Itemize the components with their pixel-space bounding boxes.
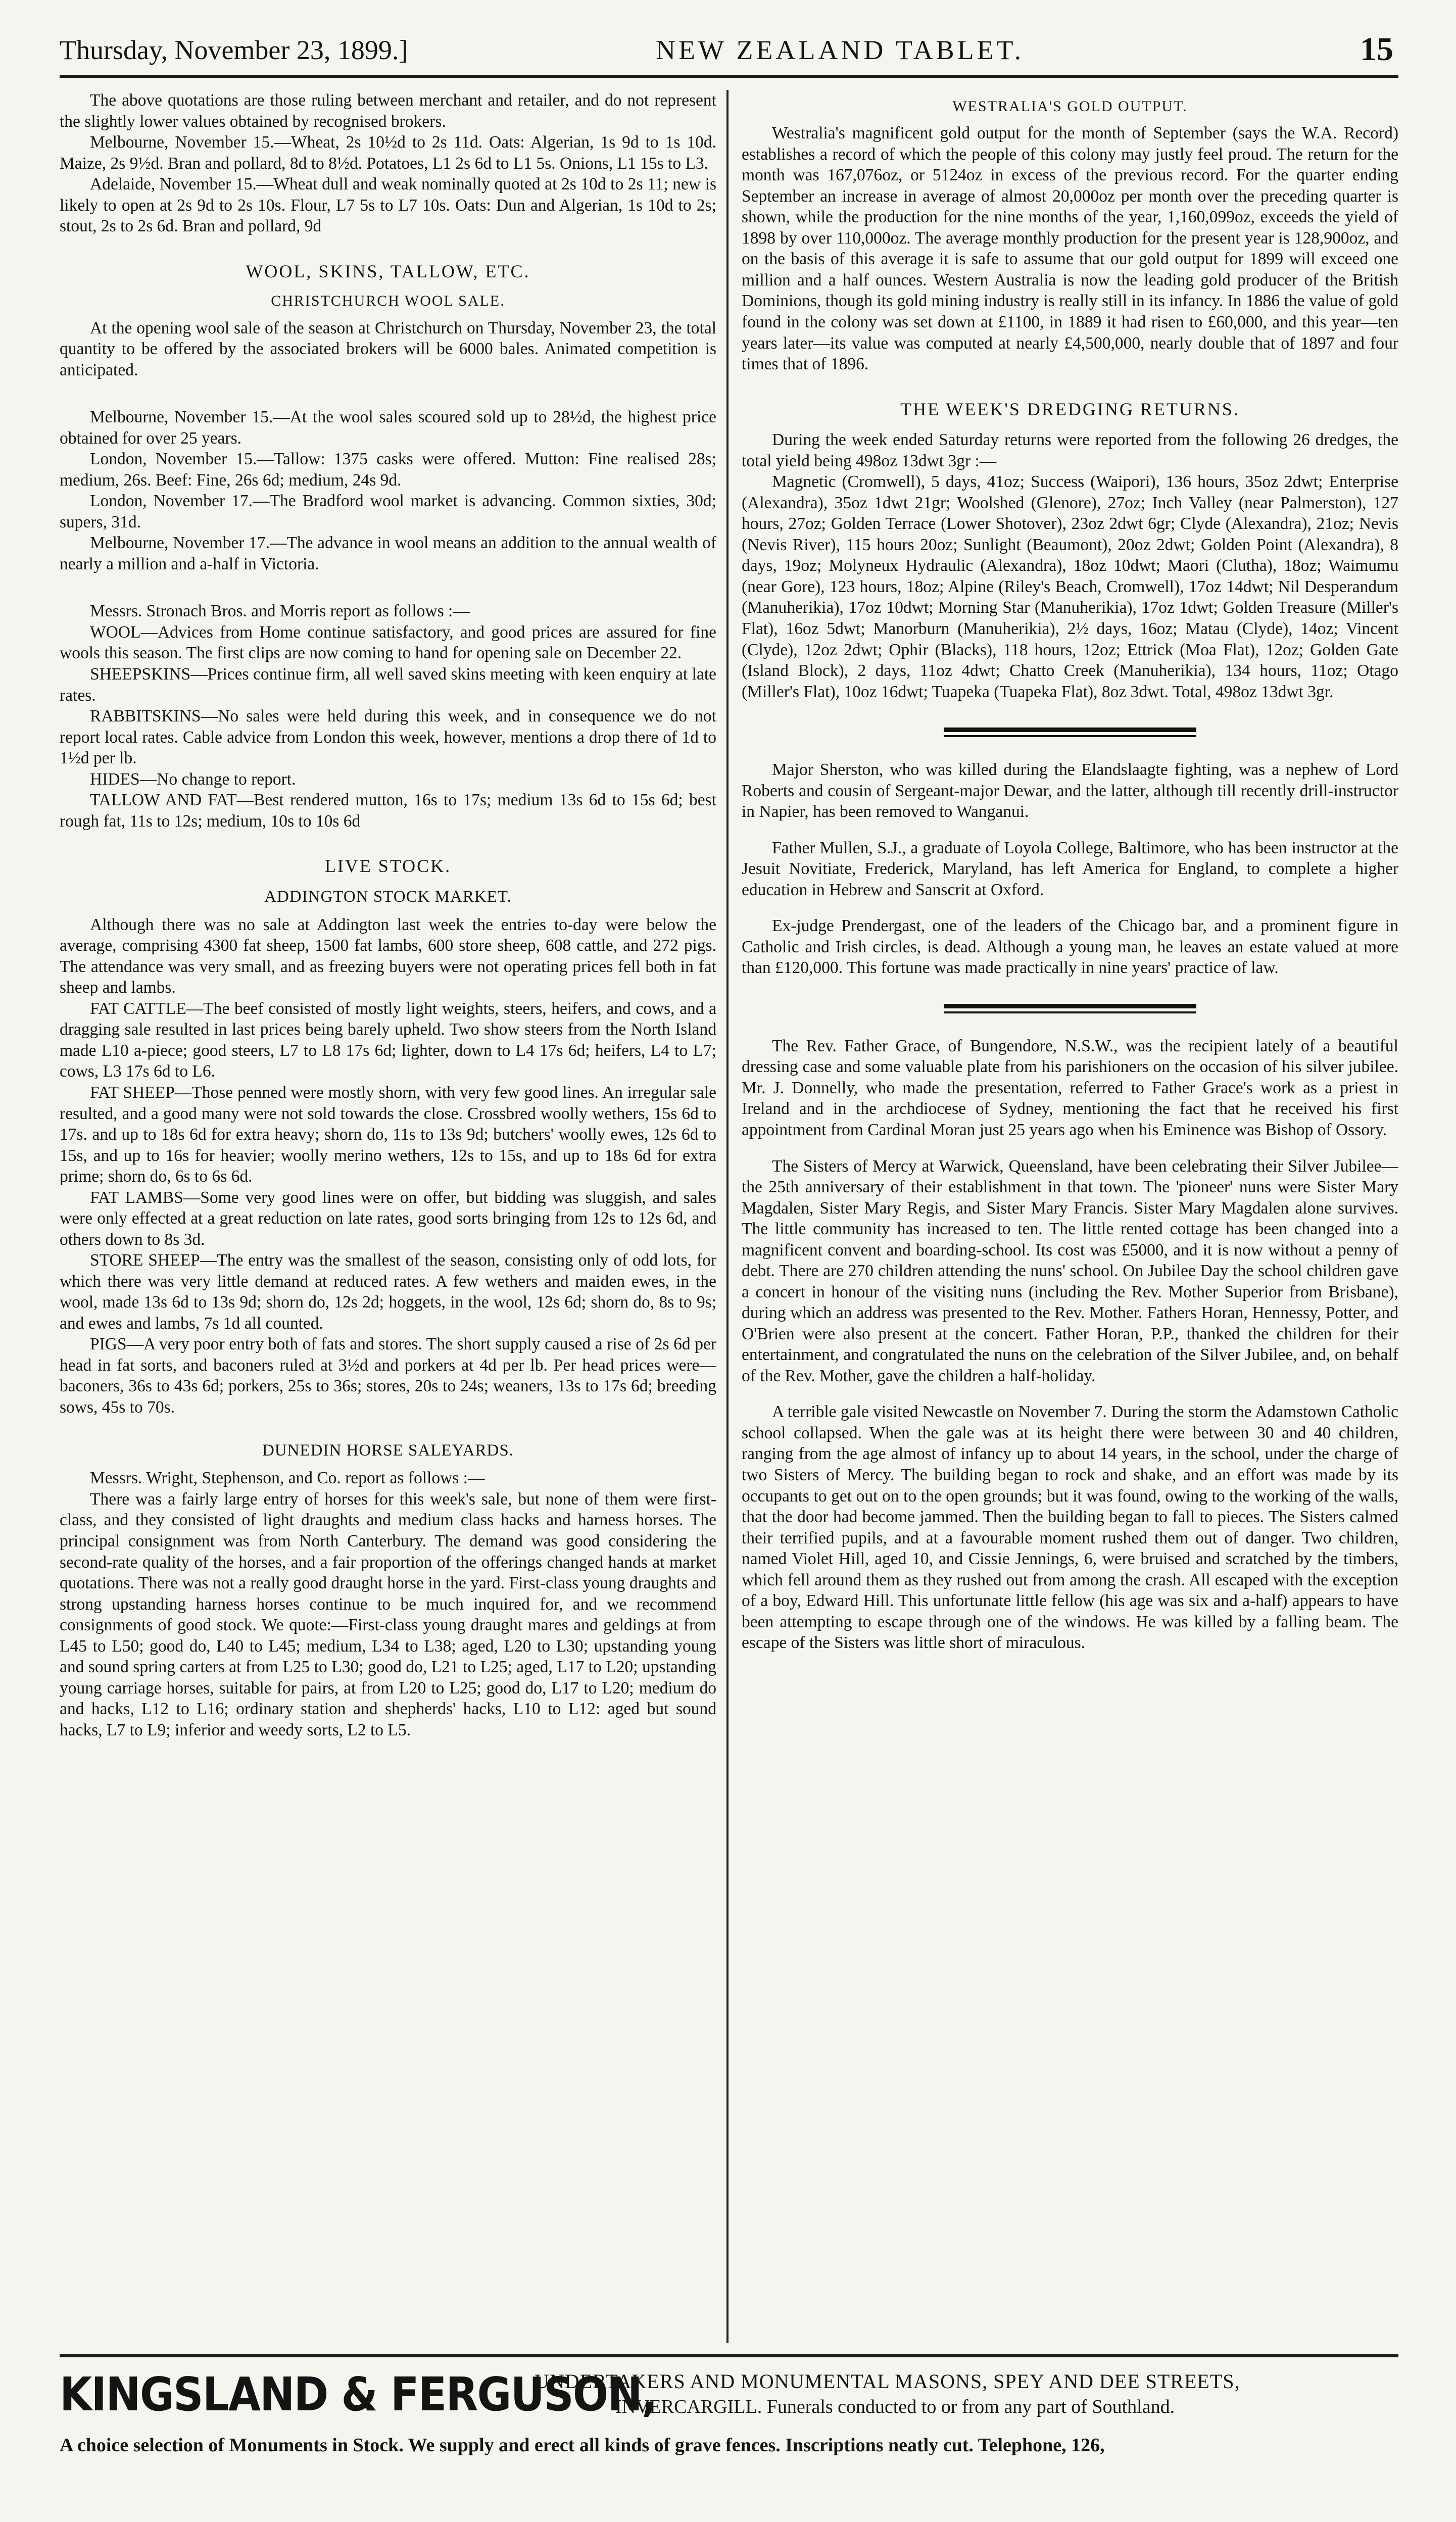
dunedin-paragraph: There was a fairly large entry of horses for this week's sale, but none of them were first-class, and they consisted of light draughts and medium class hacks and harness horses. The principal consignment was from North Canterbury. The demand was good considering the second-rate quality of the horses, and a fair proportion of the offerings changed hands at market quotations. There was not a really good draught horse in the yard. First-class young draughts and strong upstanding harness horses continue to be much inquired for, and we recommend consignments of good stock. We quote:—First-class young draught mares and geldings at from L45 to L50; good do, L40 to L45; medium, L34 to L38; aged, L20 to L30; upstanding young and sound spring carters at from L25 to L30; good do, L21 to L25; aged, L17 to L20; upstanding young carriage horses, suitable for pairs, at from L20 to L25; good do, L17 to L20; medium do and hacks, L12 to L16; ordinary station and shepherds' hacks, L10 to L12: aged but sound hacks, L7 to L9; inferior and weedy sorts, L2 to L5. (60, 1489, 716, 1739)
dunedin-heading: DUNEDIN HORSE SALEYARDS. (262, 1441, 514, 1460)
intro-paragraph: Melbourne, November 15.—Wheat, 2s 10½d to 2s 11d. Oats: Algerian, 1s 9d to 1s 10d. Maize, 2s 9½d. Bran and pollard, 8d to 8½d. Potatoes, L1 2s 6d to L1 5s. Onions, L1 15s to L3. (60, 133, 716, 173)
note-paragraph: Major Sherston, who was killed during the Elandslaagte fighting, was a nephew of Lord Roberts and cousin of Sergeant-major Dewar, and the latter, although till recently drill-instructor in Napier, has been removed to Wanganui. (742, 760, 1398, 821)
addington-paragraph: Although there was no sale at Addington last week the entries to-day were below the average, comprising 4300 fat sheep, 1500 fat lambs, 600 store sheep, 608 cattle, and 272 pigs. The attendance was very small, and as freezing buyers were not operating prices fell both in fat sheep and lambs. (60, 915, 716, 997)
addington-paragraph: FAT LAMBS—Some very good lines were on offer, but bidding was sluggish, and sales were only effected at a great reduction on late rates, good sorts bringing from 12s to 12s 6d, and others down to 8s 3d. (60, 1188, 716, 1249)
advert-firm-name: KINGSLAND & FERGUSON, (60, 2367, 657, 2421)
addington-paragraph: PIGS—A very poor entry both of fats and stores. The short supply caused a rise of 2s 6d per head in fat sorts, and baconers ruled at 3½d and porkers at 4d per lb. Per head prices were—baconers, 36s to 43s 6d; porkers, 25s to 36s; stores, 20s to 24s; weaners, 13s to 17s 6d; breeding sows, 45s to 70s. (60, 1335, 716, 1417)
stronach-intro: Messrs. Stronach Bros. and Morris report as follows :— (90, 602, 470, 621)
dunedin-intro: Messrs. Wright, Stephenson, and Co. report as follows :— (90, 1469, 485, 1488)
advert-trade: UNDERTAKERS AND MONUMENTAL MASONS, SPEY AND DEE STREETS, (535, 2370, 1240, 2393)
column-divider (726, 90, 729, 2343)
note-paragraph: The Sisters of Mercy at Warwick, Queensland, have been celebrating their Silver Jubilee—the 25th anniversary of their establishment in that town. The 'pioneer' nuns were Sister Mary Magdalen, Sister Mary Regis, and Sister Mary Francis. Sister Mary Magdalen alone survives. The little community has increased to ten. The little rented cottage has been changed into a magnificent convent and boarding-school. Its cost was £5000, and it is now without a penny of debt. There are 270 children attending the nuns' school. On Jubilee Day the school children gave a concert in honour of the visiting nuns (including the Rev. Mother Superior from Brisbane), during which an address was presented to the Rev. Mother. Fathers Horan, Hennessy, Potter, and O'Brien were also present at the concert. Father Horan, P.P., thanked the children for their entertainment, and congratulated the nuns on the celebration of the Silver Jubilee, and, on behalf of the Rev. Mother, gave the children a half-holiday. (742, 1156, 1398, 1385)
masthead-rule (60, 75, 1398, 78)
advertisement (60, 2354, 1398, 2506)
stronach-item: RABBITSKINS—No sales were held during this week, and in consequence we do not report local rates. Cable advice from London this week, however, mentions a drop there of 1d to 1½d per lb. (60, 707, 716, 768)
masthead (60, 30, 1393, 76)
market-paragraph: Melbourne, November 17.—The advance in wool means an addition to the annual wealth of nearly a million and a-half in Victoria. (60, 534, 716, 573)
right-column (742, 90, 1398, 2328)
market-paragraph: Melbourne, November 15.—At the wool sales scoured sold up to 28½d, the highest price obtained for over 25 years. (60, 408, 716, 448)
advert-contact: INVERCARGILL. Funerals conducted to or from any part of Southland. (615, 2396, 1175, 2417)
intro-paragraph: Adelaide, November 15.—Wheat dull and weak nominally quoted at 2s 10d to 2s 11; new is likely to open at 2s 9d to 2s 10s. Flour, L7 5s to L7 10s. Oats: Dun and Algerian, 1s 10d to 2s; stout, 2s to 2s 6d. Bran and pollard, 9d (60, 175, 716, 236)
stronach-item: WOOL—Advices from Home continue satisfactory, and good prices are assured for fine wools this season. The first clips are now coming to hand for opening sale on December 22. (60, 622, 716, 663)
note-paragraph: A terrible gale visited Newcastle on November 7. During the storm the Adamstown Catholic school collapsed. When the gale was at its height there were between 30 and 40 children, ranging from the age almost of infancy up to about 14 years, in the school, under the charge of two Sisters of Mercy. The building began to rock and shake, and an effort was made by its occupants to get out on to the open grounds; but it was found, owing to the working of the walls, that the door had become jammed. Then the building began to fall to pieces. The Sisters calmed their terrified pupils, and at a favourable moment rushed them out of danger. Two children, named Violet Hill, aged 10, and Cissie Jennings, 6, were bruised and scratched by the timbers, which fell around them as they rushed out from among the crash. All escaped with the exception of a boy, Edward Hill. This unfortunate little fellow (his age was six and a-half) appears to have been attempting to escape through one of the windows. He was killed by a falling beam. The escape of the Sisters was little short of miraculous. (742, 1402, 1398, 1653)
section-separator (944, 728, 1196, 737)
stronach-item: HIDES—No change to report. (90, 769, 296, 789)
advert-offer: A choice selection of Monuments in Stock. We supply and erect all kinds of grave fences. Inscriptions neatly cut. Telephone, 126, (60, 2435, 1105, 2456)
gold-paragraph: Westralia's magnificent gold output for the month of September (says the W.A. Record) establishes a record of which the people of this colony may justly feel proud. The return for the month was 167,076oz, or 5124oz in excess of the previous record. For the quarter ending September an increase in average of almost 20,000oz per month over the preceding quarter is shown, while the production for the nine months of the year, 1,160,099oz, exceeds the yield of 1898 by over 110,000oz. The average monthly production for the present year is 128,900oz, and on the basis of this average it is safe to assume that our gold output for 1899 will exceed one million and a half ounces. Western Australia is now the leading gold producer of the British Dominions, though its gold mining industry is really still in its infancy. In 1886 the value of gold found in the colony was set down at £1100, in 1889 it had risen to £60,000, and this year—ten years later—its value was computed at nearly £4,500,000, nearly double that of 1897 and four times that of 1896. (742, 124, 1398, 374)
intro-paragraph: The above quotations are those ruling between merchant and retailer, and do not represent the slightly lower values obtained by recognised brokers. (60, 91, 716, 131)
addington-heading: ADDINGTON STOCK MARKET. (264, 887, 512, 906)
advert-rule (60, 2354, 1398, 2357)
note-paragraph: The Rev. Father Grace, of Bungendore, N.S.W., was the recipient lately of a beautiful dressing case and some valuable plate from his parishioners on the occasion of his silver jubilee. Mr. J. Donnelly, who made the presentation, referred to Father Grace's work as a priest in Ireland and in the archdiocese of Sydney, mentioning the fact that he received his first appointment from Cardinal Moran just 25 years ago when his Eminence was Bishop of Ossory. (742, 1036, 1398, 1139)
market-paragraph: London, November 15.—Tallow: 1375 casks were offered. Mutton: Fine realised 28s; medium, 26s. Beef: Fine, 26s 6d; medium, 24s 9d. (60, 450, 716, 490)
addington-paragraph: FAT CATTLE—The beef consisted of mostly light weights, steers, heifers, and cows, and a dragging sale resulted in last prices being barely upheld. Two show steers from the North Island made L10 a-piece; good steers, L7 to L8 17s 6d; lighter, down to L4 17s 6d; heifers, L4 to L7; cows, L3 17s 6d to L6. (60, 999, 716, 1081)
wool-sale-paragraph: At the opening wool sale of the season at Christchurch on Thursday, November 23, the total quantity to be offered by the associated brokers will be 6000 bales. Animated competition is anticipated. (60, 318, 716, 379)
livestock-heading: LIVE STOCK. (324, 856, 452, 877)
addington-paragraph: FAT SHEEP—Those penned were mostly shorn, with very few good lines. An irregular sale resulted, and a good many were not sold towards the close. Crossbred woolly wethers, 15s 6d to 17s. and up to 18s 6d for extra heavy; shorn do, 11s to 13s 9d; butchers' woolly ewes, 12s 6d to 15s, and up to 16s for heavier; woolly merino wethers, 12s to 15s, and up to 18s 6d for extra prime; shorn do, 6s to 6s 6d. (60, 1083, 716, 1186)
section-separator (944, 1004, 1196, 1013)
wool-heading: WOOL, SKINS, TALLOW, ETC. (246, 261, 530, 281)
issue-date: Thursday, November 23, 1899.] (60, 35, 408, 65)
dredging-heading: THE WEEK'S DREDGING RETURNS. (900, 399, 1240, 419)
note-paragraph: Father Mullen, S.J., a graduate of Loyola College, Baltimore, who has been instructor at the Jesuit Novitiate, Frederick, Maryland, has left America for England, to complete a higher education in Hebrew and Sanscrit at Oxford. (742, 838, 1398, 899)
stronach-item: SHEEPSKINS—Prices continue firm, all well saved skins meeting with keen enquiry at late rates. (60, 664, 716, 705)
left-column (60, 90, 716, 2328)
wool-subheading: CHRISTCHURCH WOOL SALE. (271, 293, 505, 310)
dredging-paragraph: Magnetic (Cromwell), 5 days, 41oz; Success (Waipori), 136 hours, 35oz 2dwt; Enterprise (Alexandra), 35oz 1dwt 21gr; Woolshed (Glenore), 27oz; Inch Valley (near Palmerston), 127 hours, 27oz; Golden Terrace (Lower Shotover), 23oz 2dwt 6gr; Clyde (Alexandra), 21oz; Nevis (Nevis River), 115 hours 20oz; Sunlight (Beaumont), 20oz 2dwt; Golden Point (Alexandra), 8 days, 19oz; Molyneux Hydraulic (Alexandra), 18oz 10dwt; Maori (Clutha), 18oz; Waimumu (near Gore), 123 hours, 18oz; Alpine (Riley's Beach, Cromwell), 17oz 14dwt; Nil Desperandum (Manuherikia), 17oz 10dwt; Morning Star (Manuherikia), 17oz 1dwt; Golden Treasure (Miller's Flat), 16oz 5dwt; Manorburn (Manuherikia), 2½ days, 16oz; Matau (Clyde), 14oz; Vincent (Clyde), 12oz 2dwt; Ophir (Blacks), 118 hours, 12oz; Ettrick (Moa Flat), 12oz; Golden Gate (Island Block), 2 days, 11oz 4dwt; Chatto Creek (Manuherikia), 134 hours, 11oz; Otago (Miller's Flat), 10oz 16dwt; Tuapeka (Tuapeka Flat), 8oz 3dwt. Total, 498oz 13dwt 3gr. (742, 472, 1398, 701)
page-number: 15 (1360, 31, 1393, 68)
gold-heading: WESTRALIA'S GOLD OUTPUT. (952, 98, 1188, 115)
note-paragraph: Ex-judge Prendergast, one of the leaders of the Chicago bar, and a prominent figure in Catholic and Irish circles, is dead. Although a young man, he leaves an estate valued at more than £120,000. This fortune was made practically in nine years' practice of law. (742, 916, 1398, 978)
addington-paragraph: STORE SHEEP—The entry was the smallest of the season, consisting only of odd lots, for which there was very little demand at reduced rates. A few wethers and maiden ewes, in the wool, made 13s 6d to 13s 9d; shorn do, 12s 2d; hoggets, in the wool, 12s 6d; shorn do, 8s to 9s; and ewes and lambs, 7s 1d all counted. (60, 1251, 716, 1333)
newspaper-title: NEW ZEALAND TABLET. (656, 35, 1025, 65)
dredging-paragraph: During the week ended Saturday returns were reported from the following 26 dredges, the total yield being 498oz 13dwt 3gr :— (742, 430, 1398, 470)
market-paragraph: London, November 17.—The Bradford wool market is advancing. Common sixties, 30d; supers, 31d. (60, 492, 716, 531)
stronach-item: TALLOW AND FAT—Best rendered mutton, 16s to 17s; medium 13s 6d to 15s 6d; best rough fat, 11s to 12s; medium, 10s to 10s 6d (60, 791, 716, 831)
